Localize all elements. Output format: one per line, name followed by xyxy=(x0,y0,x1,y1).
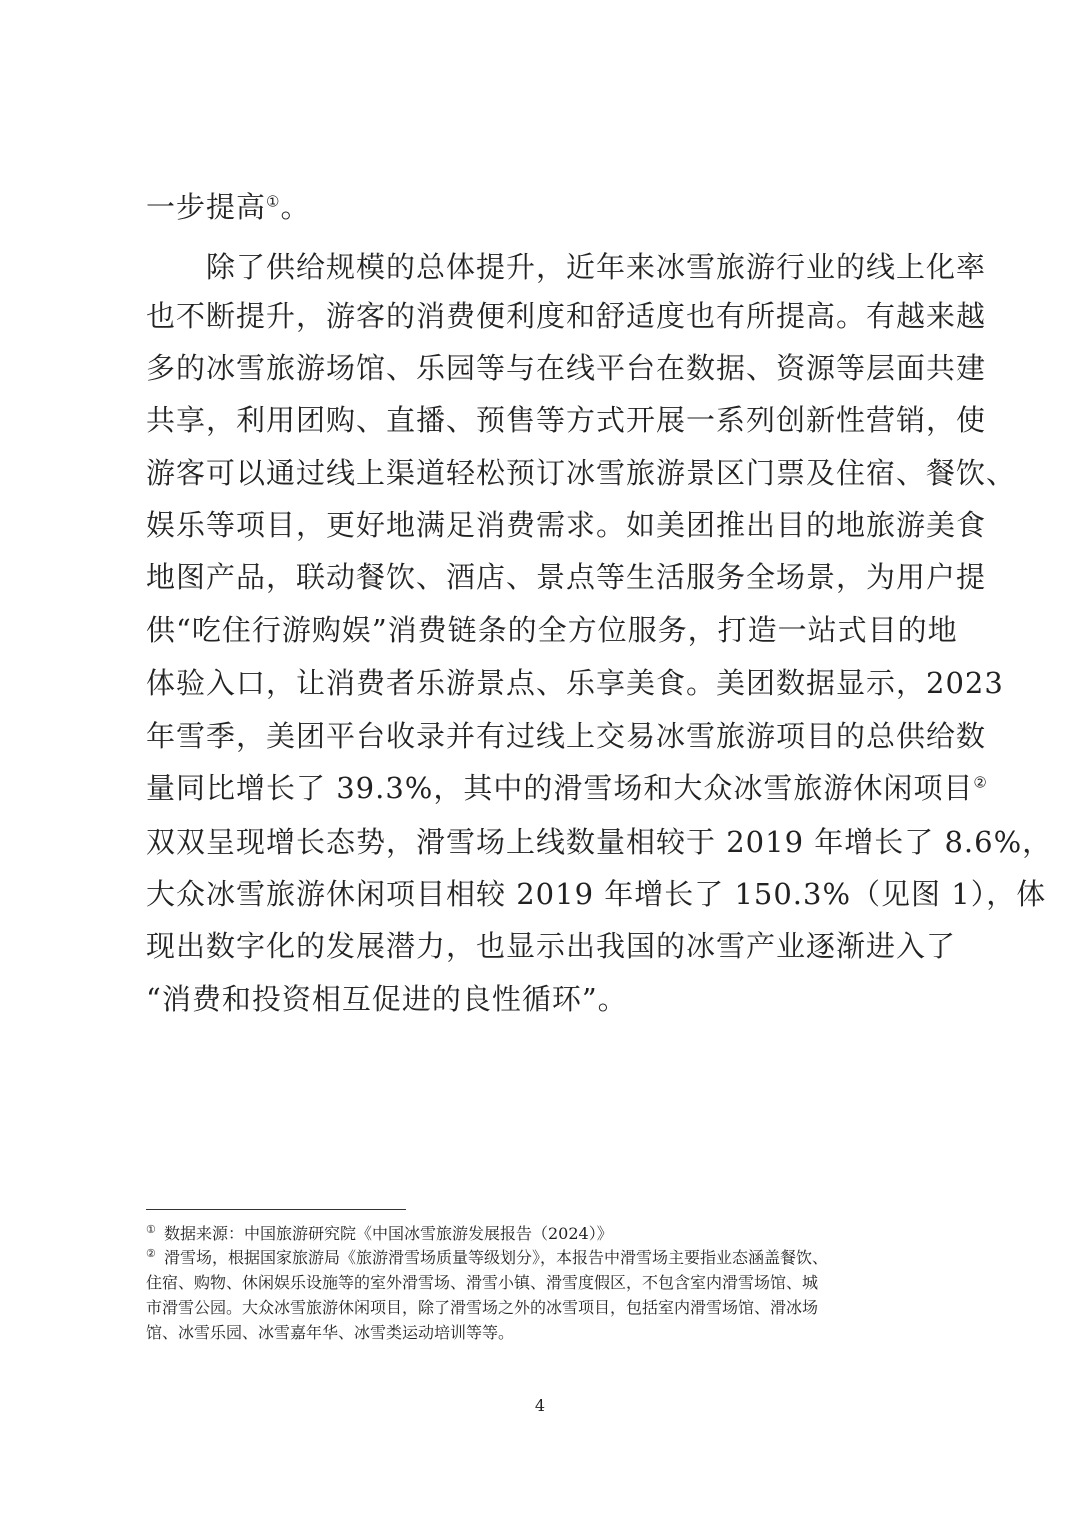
footnote-1: ① 数据来源：中国旅游研究院《中国冰雪旅游发展报告（2024）》 xyxy=(146,1222,613,1243)
body-line-12 xyxy=(146,761,988,815)
body-line-14: 大众冰雪旅游休闲项目相较 2019 年增长了 150.3%（见图 1），体 xyxy=(146,877,1047,911)
body-line-12-text: 量同比增长了 39.3%，其中的滑雪场和大众冰雪旅游休闲项目 xyxy=(146,771,974,805)
footnote-2-line-3: 市滑雪公园。大众冰雪旅游休闲项目，除了滑雪场之外的冰雪项目，包括室内滑雪场馆、滑冰场 xyxy=(146,1298,819,1317)
body-line-5: 共享，利用团购、直播、预售等方式开展一系列创新性营销，使 xyxy=(146,403,987,437)
footnote-2-line-2: 住宿、购物、休闲娱乐设施等的室外滑雪场、滑雪小镇、滑雪度假区，不包含室内滑雪场馆、城 xyxy=(146,1273,819,1292)
footnote-2-line-1: ② 滑雪场，根据国家旅游局《旅游滑雪场质量等级划分》，本报告中滑雪场主要指业态涵盖餐饮、 xyxy=(146,1246,829,1267)
body-line-9: 供“吃住行游购娱”消费链条的全方位服务，打造一站式目的地 xyxy=(146,613,958,647)
footnote-separator xyxy=(146,1209,406,1210)
footnote-ref-1[interactable]: ① xyxy=(266,192,281,211)
body-line-6: 游客可以通过线上渠道轻松预订冰雪旅游景区门票及住宿、餐饮、 xyxy=(146,456,1017,490)
body-line-1-tail: 。 xyxy=(280,190,311,224)
body-line-3: 也不断提升，游客的消费便利度和舒适度也有所提高。有越来越 xyxy=(146,299,987,333)
body-line-4: 多的冰雪旅游场馆、乐园等与在线平台在数据、资源等层面共建 xyxy=(146,351,987,385)
body-line-1-text: 一步提高 xyxy=(146,190,267,224)
body-line-2: 除了供给规模的总体提升，近年来冰雪旅游行业的线上化率 xyxy=(146,250,987,284)
body-line-8: 地图产品，联动餐饮、酒店、景点等生活服务全场景，为用户提 xyxy=(146,560,987,594)
body-line-16: “消费和投资相互促进的良性循环”。 xyxy=(146,982,628,1016)
body-line-10: 体验入口，让消费者乐游景点、乐享美食。美团数据显示，2023 xyxy=(146,666,1004,700)
footnote-2-line-4: 馆、冰雪乐园、冰雪嘉年华、冰雪类运动培训等等。 xyxy=(146,1323,515,1342)
body-line-1 xyxy=(146,180,946,234)
body-line-11: 年雪季，美团平台收录并有过线上交易冰雪旅游项目的总供给数 xyxy=(146,719,987,753)
page-number: 4 xyxy=(534,1396,546,1415)
footnote-2-text-1: 滑雪场，根据国家旅游局《旅游滑雪场质量等级划分》，本报告中滑雪场主要指业态涵盖餐饮、 xyxy=(164,1248,829,1267)
footnote-1-text: 数据来源：中国旅游研究院《中国冰雪旅游发展报告（2024）》 xyxy=(164,1224,613,1243)
body-line-7: 娱乐等项目，更好地满足消费需求。如美团推出目的地旅游美食 xyxy=(146,508,987,542)
body-line-13: 双双呈现增长态势，滑雪场上线数量相较于 2019 年增长了 8.6%， xyxy=(146,825,1053,859)
footnote-ref-2[interactable]: ② xyxy=(973,773,988,792)
body-line-15: 现出数字化的发展潜力，也显示出我国的冰雪产业逐渐进入了 xyxy=(146,929,957,963)
